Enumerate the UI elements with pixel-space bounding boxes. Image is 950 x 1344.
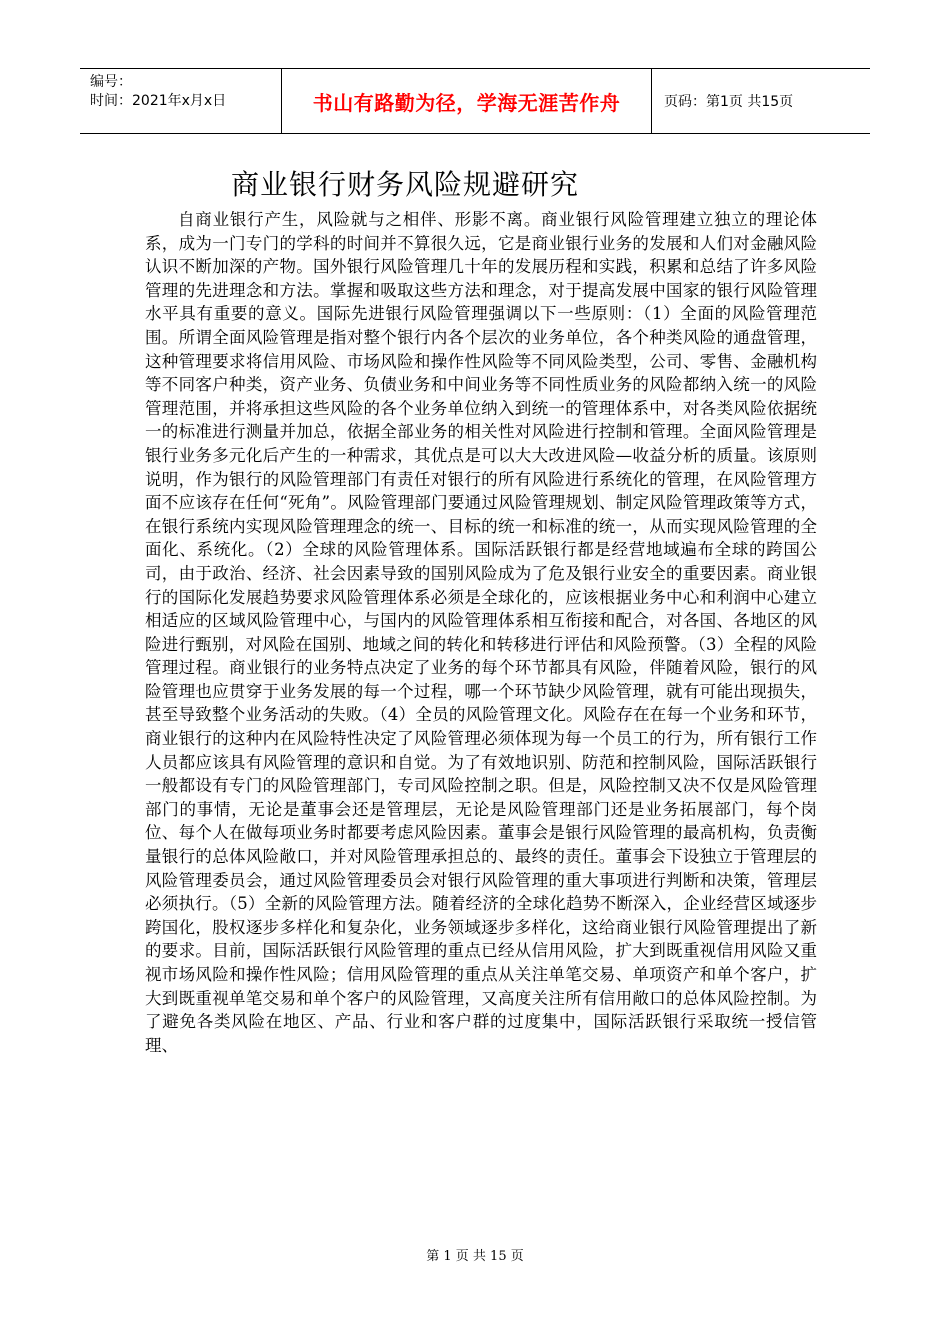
document-title: 商业银行财务风险规避研究	[230, 168, 579, 201]
time-label: 时间：2021年x月x日	[90, 93, 227, 109]
number-label: 编号：	[90, 74, 132, 90]
header-motto: 书山有路勤为径，学海无涯苦作舟	[282, 69, 652, 133]
page-header	[80, 68, 870, 134]
page-footer: 第 1 页 共 15 页	[426, 1249, 524, 1264]
header-page-info: 页码：第1页 共15页	[664, 94, 794, 110]
document-body: 自商业银行产生，风险就与之相伴、形影不离。商业银行风险管理建立独立的理论体系，成为一门专门的学科的时间并不算很久远，它是商业银行业务的发展和人们对金融风险认识不断加深的产物。国外银行风险管理几十年的发展历程和实践，积累和总结了许多风险管理的先进理念和方法。掌握和吸取这些方法和理念，对于提高发展中国家的银行风险管理水平具有重要的意义。国际先进银行风险管理强调以下一些原则：（1）全面的风险管理范围。所谓全面风险管理是指对整个银行内各个层次的业务单位，各个种类风险的通盘管理，这种管理要求将信用风险、市场风险和操作性风险等不同风险类型，公司、零售、金融机构等不同客户种类，资产业务、负债业务和中间业务等不同性质业务的风险都纳入统一的风险管理范围，并将承担这些风险的各个业务单位纳入到统一的管理体系中，对各类风险依据统一的标准进行测量并加总，依据全部业务的相关性对风险进行控制和管理。全面风险管理是银行业务多元化后产生的一种需求，其优点是可以大大改进风险—收益分析的质量。该原则说明，作为银行的风险管理部门有责任对银行的所有风险进行系统化的管理，在风险管理方面不应该存在任何“死角”。风险管理部门要通过风险管理规划、制定风险管理政策等方式，在银行系统内实现风险管理理念的统一、目标的统一和标准的统一，从而实现风险管理的全面化、系统化。（2）全球的风险管理体系。国际活跃银行都是经营地域遍布全球的跨国公司，由于政治、经济、社会因素导致的国别风险成为了危及银行业安全的重要因素。商业银行的国际化发展趋势要求风险管理体系必须是全球化的，应该根据业务中心和利润中心建立相适应的区域风险管理中心，与国内的风险管理体系相互衔接和配合，对各国、各地区的风险进行甄别，对风险在国别、地域之间的转化和转移进行评估和风险预警。（3）全程的风险管理过程。商业银行的业务特点决定了业务的每个环节都具有风险，伴随着风险，银行的风险管理也应贯穿于业务发展的每一个过程，哪一个环节缺少风险管理，就有可能出现损失，甚至导致整个业务活动的失败。（4）全员的风险管理文化。风险存在在每一个业务和环节，商业银行的这种内在风险特性决定了风险管理必须体现为每一个员工的行为，所有银行工作人员都应该具有风险管理的意识和自觉。为了有效地识别、防范和控制风险，国际活跃银行一般都设有专门的风险管理部门，专司风险控制之职。但是，风险控制又决不仅是风险管理部门的事情，无论是董事会还是管理层，无论是风险管理部门还是业务拓展部门，每个岗位、每个人在做每项业务时都要考虑风险因素。董事会是银行风险管理的最高机构，负责衡量银行的总体风险敞口，并对风险管理承担总的、最终的责任。董事会下设独立于管理层的风险管理委员会，通过风险管理委员会对银行风险管理的重大事项进行判断和决策，管理层必须执行。（5）全新的风险管理方法。随着经济的全球化趋势不断深入，企业经营区域逐步跨国化，股权逐步多样化和复杂化，业务领域逐步多样化，这给商业银行风险管理提出了新的要求。目前，国际活跃银行风险管理的重点已经从信用风险，扩大到既重视信用风险又重视市场风险和操作性风险；信用风险管理的重点从关注单笔交易、单项资产和单个客户，扩大到既重视单笔交易和单个客户的风险管理，又高度关注所有信用敞口的总体风险控制。为了避免各类风险在地区、产品、行业和客户群的过度集中，国际活跃银行采取统一授信管理、	[145, 210, 817, 1055]
header-meta	[80, 69, 282, 133]
